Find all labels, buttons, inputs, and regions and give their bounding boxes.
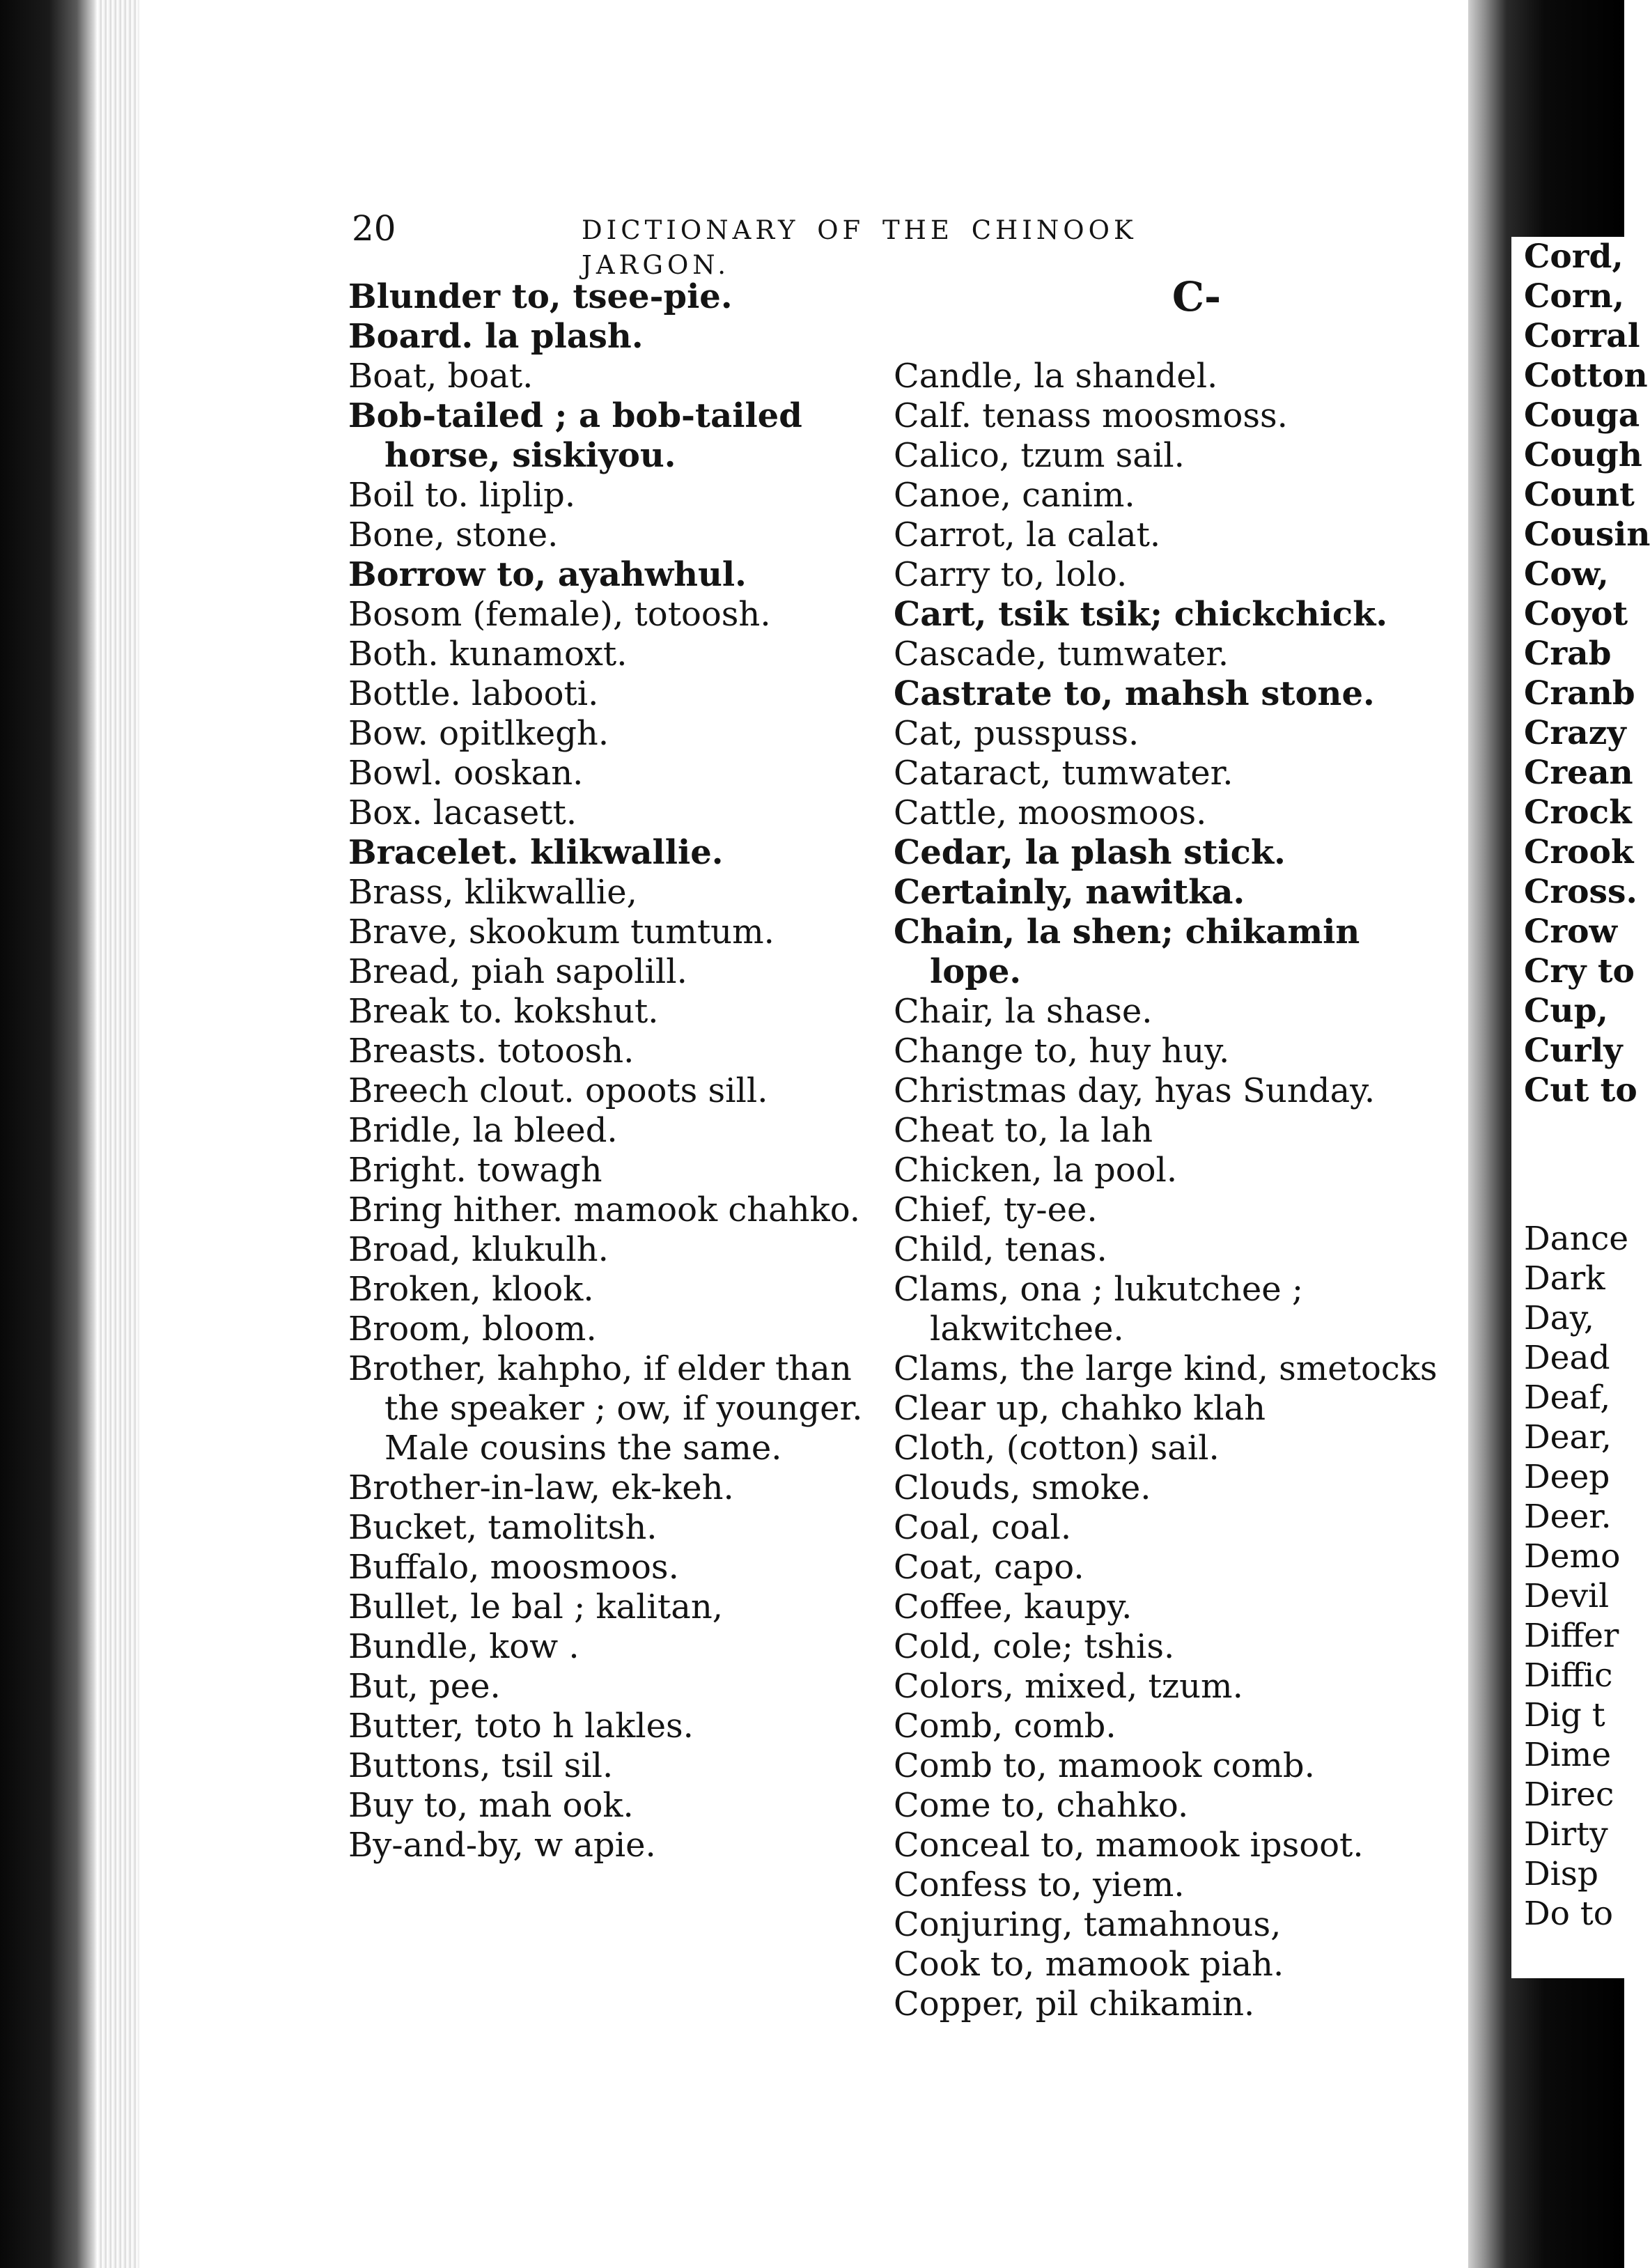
dictionary-entry: Cart, tsik tsik; chickchick. [894,595,1388,634]
facing-page-line: Crook [1524,833,1634,871]
dictionary-entry: Bundle, kow . [348,1627,579,1666]
dictionary-entry: Cook to, mamook piah. [894,1945,1284,1984]
dictionary-entry: Broken, klook. [348,1270,594,1309]
dictionary-entry: Both. kunamoxt. [348,635,628,674]
dictionary-entry: Broom, bloom. [348,1310,597,1349]
dictionary-entry: Bring hither. mamook chahko. [348,1190,861,1229]
dictionary-entry: Bracelet. klikwallie. [348,833,724,872]
dictionary-entry: Brave, skookum tumtum. [348,912,775,952]
dictionary-entry: Come to, chahko. [894,1786,1189,1825]
dictionary-entry: Breech clout. opoots sill. [348,1071,768,1110]
dictionary-entry: Comb, comb. [894,1707,1116,1746]
facing-page-line: Crab [1524,635,1612,673]
dictionary-entry: Chain, la shen; chikamin lope. [894,912,1360,991]
dictionary-entry: Butter, toto h lakles. [348,1707,694,1746]
dictionary-entry: Coal, coal. [894,1508,1072,1547]
facing-page-line: Day, [1524,1299,1594,1337]
facing-page-line: Corral [1524,317,1640,355]
right-column [894,273,1451,2024]
dictionary-entry: Bucket, tamolitsh. [348,1508,657,1547]
facing-page-line: Disp [1524,1855,1598,1893]
left-column [348,277,892,1865]
facing-page-line: Crazy [1524,714,1626,752]
dictionary-entry: Confess to, yiem. [894,1865,1185,1904]
page-number: 20 [352,208,396,249]
facing-page [1511,237,1650,1978]
facing-page-line: Couga [1524,396,1640,435]
dictionary-entry: Box. lacasett. [348,793,577,832]
dictionary-entry: Child, tenas. [894,1230,1107,1269]
facing-page-line: Dirty [1524,1815,1608,1854]
facing-page-line: Cough [1524,436,1642,474]
dictionary-entry: Bright. towagh [348,1151,602,1190]
facing-page-line: Dear, [1524,1418,1612,1457]
dictionary-entry: Break to. kokshut. [348,992,659,1031]
facing-page-line: Cousin [1524,515,1650,554]
dictionary-entry: Clams, ona ; lukutchee ; lakwitchee. [894,1270,1304,1349]
dictionary-entry: Brother-in-law, ek-keh. [348,1468,734,1507]
dictionary-entry: Bowl. ooskan. [348,754,584,793]
dictionary-entry: Buy to, mah ook. [348,1786,634,1825]
dictionary-entry: Change to, huy huy. [894,1032,1230,1071]
scan-left-margin [0,0,98,2268]
dictionary-entry: Chief, ty-ee. [894,1190,1098,1229]
dictionary-entry: Clams, the large kind, smetocks [894,1349,1438,1388]
dictionary-entry: Borrow to, ayahwhul. [348,555,747,594]
dictionary-entry: Cheat to, la lah [894,1111,1153,1150]
facing-page-line: Cotton [1524,357,1648,395]
facing-page-line: Cranb [1524,674,1635,713]
facing-page-line: Corn, [1524,277,1625,316]
dictionary-entry: Boil to. liplip. [348,476,576,515]
facing-page-line: Curly [1524,1032,1623,1070]
facing-page-line: Devil [1524,1577,1610,1615]
facing-page-line: Crean [1524,754,1633,792]
dictionary-entry: Buttons, tsil sil. [348,1746,614,1785]
dictionary-entry: Conceal to, mamook ipsoot. [894,1826,1364,1865]
facing-page-line: Cord, [1524,238,1624,276]
dictionary-entry: Clouds, smoke. [894,1468,1151,1507]
facing-page-line: Deep [1524,1458,1610,1496]
facing-page-line: Dead [1524,1339,1610,1377]
dictionary-entry: Chair, la shase. [894,992,1153,1031]
facing-page-line: Demo [1524,1537,1621,1576]
dictionary-entry: Clear up, chahko klah [894,1389,1266,1428]
dictionary-entry: Bread, piah sapolill. [348,952,687,991]
page-edges [98,0,139,2268]
facing-page-line: Do to [1524,1895,1614,1933]
running-title: DICTIONARY OF THE CHINOOK JARGON. [582,215,1137,280]
right-column-entries [894,357,1451,2024]
dictionary-entry: Castrate to, mahsh stone. [894,674,1375,713]
dictionary-entry: Bosom (female), totoosh. [348,595,771,634]
dictionary-entry: Chicken, la pool. [894,1151,1178,1190]
dictionary-entry: Breasts. totoosh. [348,1032,635,1071]
facing-page-line: Dark [1524,1259,1605,1298]
dictionary-entry: Coffee, kaupy. [894,1587,1133,1626]
dictionary-entry: Conjuring, tamahnous, [894,1905,1282,1944]
dictionary-entry: Cascade, tumwater. [894,635,1229,674]
dictionary-entry: Bob-tailed ; a bob-tailed horse, siskiyou. [348,396,802,475]
dictionary-entry: Cataract, tumwater. [894,754,1233,793]
running-head [352,208,1236,280]
dictionary-entry: Cattle, moosmoos. [894,793,1207,832]
dictionary-entry: Copper, pil chikamin. [894,1984,1255,2024]
facing-page-line: Differ [1524,1617,1619,1655]
facing-page-line: Coyot [1524,595,1628,633]
facing-page-line: Deer. [1524,1498,1612,1536]
dictionary-entry: Board. la plash. [348,317,644,356]
dictionary-entry: Canoe, canim. [894,476,1135,515]
facing-page-line: Cup, [1524,992,1608,1030]
facing-page-line: Cut to [1524,1071,1637,1110]
dictionary-entry: Cedar, la plash stick. [894,833,1286,872]
dictionary-entry: Calf. tenass moosmoss. [894,396,1288,435]
dictionary-entry: Blunder to, tsee-pie. [348,277,733,316]
dictionary-entry: Carrot, la calat. [894,515,1161,554]
facing-page-line: Crow [1524,912,1617,951]
dictionary-entry: Bullet, le bal ; kalitan, [348,1587,723,1626]
facing-page-line: Dig t [1524,1696,1605,1734]
dictionary-entry: Coat, capo. [894,1548,1084,1587]
dictionary-entry: Calico, tzum sail. [894,436,1185,475]
dictionary-entry: Bone, stone. [348,515,559,554]
dictionary-entry: By-and-by, w apie. [348,1826,656,1865]
facing-page-line: Deaf, [1524,1378,1611,1417]
dictionary-entry: Carry to, lolo. [894,555,1128,594]
dictionary-entry: Bow. opitlkegh. [348,714,609,753]
dictionary-entry: Bridle, la bleed. [348,1111,618,1150]
facing-page-line: Direc [1524,1776,1614,1814]
facing-page-line: Cross. [1524,873,1637,911]
facing-page-line: Dance [1524,1220,1629,1258]
dictionary-entry: Boat, boat. [348,357,534,396]
dictionary-entry: Cat, pusspuss. [894,714,1139,753]
facing-page-line: Crock [1524,793,1632,832]
facing-page-line: Cow, [1524,555,1609,593]
dictionary-entry: Colors, mixed, tzum. [894,1667,1243,1706]
dictionary-entry: Broad, klukulh. [348,1230,609,1269]
dictionary-entry: Christmas day, hyas Sunday. [894,1071,1376,1110]
dictionary-entry: But, pee. [348,1667,501,1706]
dictionary-entry: Comb to, mamook comb. [894,1746,1315,1785]
facing-page-line: Cry to [1524,952,1635,991]
dictionary-entry: Cold, cole; tshis. [894,1627,1175,1666]
dictionary-entry: Cloth, (cotton) sail. [894,1429,1220,1468]
facing-page-line: Diffic [1524,1656,1613,1695]
dictionary-entry: Bottle. labooti. [348,674,599,713]
dictionary-entry: Buffalo, moosmoos. [348,1548,679,1587]
facing-page-line: Count [1524,476,1635,514]
dictionary-entry: Candle, la shandel. [894,357,1218,396]
dictionary-entry: Certainly, nawitka. [894,873,1245,912]
dictionary-entry: Brother, kahpho, if elder than the speaker ; ow, if younger. Male cousins the same. [348,1349,863,1468]
dictionary-entry: Brass, klikwallie, [348,873,637,912]
section-letter: C- [1172,273,1222,320]
facing-page-line: Dime [1524,1736,1612,1774]
